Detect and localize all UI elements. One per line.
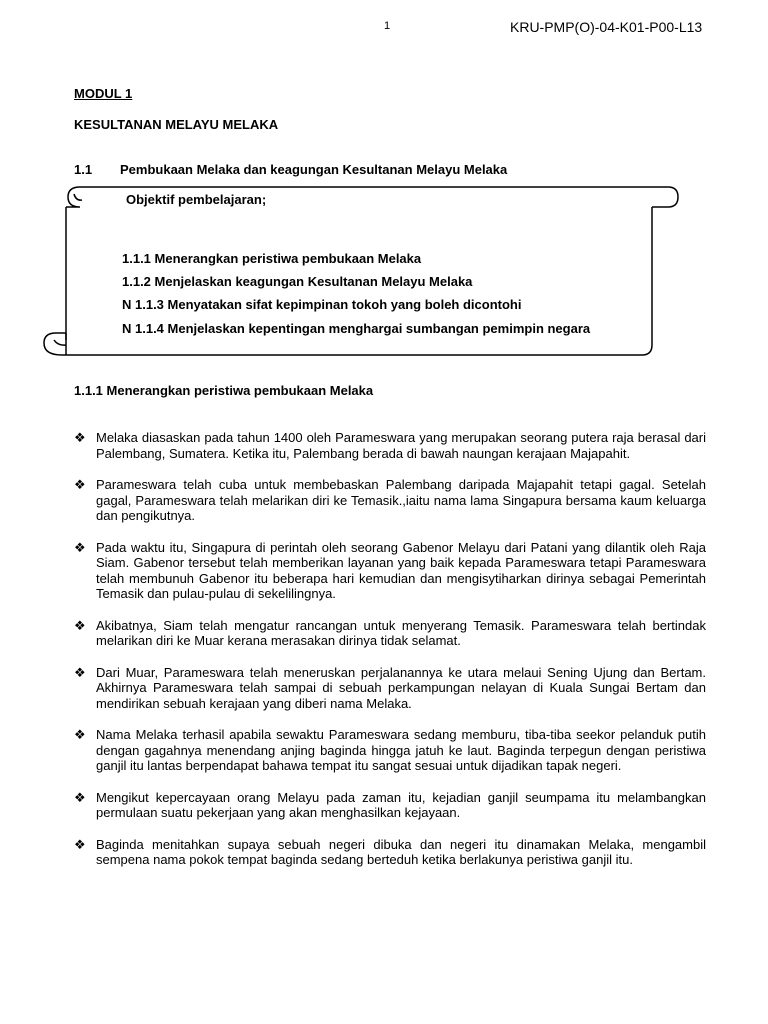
objective-item: 1.1.1 Menerangkan peristiwa pembukaan Melaka — [122, 251, 422, 266]
bullet-text: Dari Muar, Parameswara telah meneruskan perjalanannya ke utara melaui Sening Ujung dan Bertam. Akhirnya Parameswara telah sampai di sebuah perkampungan nelayan di Kuala Sungai Bertam dan mendirikan sebuah kerajaan yang diberi nama Melaka. — [96, 664, 706, 711]
list-item — [74, 727, 706, 774]
list-item — [74, 477, 706, 524]
bullet-text: Parameswara telah cuba untuk membebaskan Palembang daripada Majapahit tetapi gagal. Setelah gagal, Parameswara telah melarikan diri ke Temasik.,iaitu nama lama Singapura bersama kaum keluarga dan pengikutnya. — [96, 477, 706, 523]
bullet-text: Melaka diasaskan pada tahun 1400 oleh Parameswara yang merupakan seorang putera raja berasal dari Palembang, Sumatera. Ketika itu, Palembang berada di bawah naungan kerajaan Majapahit. — [96, 430, 706, 461]
diamond-bullet-icon: ❖ — [74, 430, 86, 445]
objective-item: N 1.1.4 Menjelaskan kepentingan menghargai sumbangan pemimpin negara — [122, 321, 591, 336]
diamond-bullet-icon: ❖ — [74, 836, 86, 852]
list-item — [74, 430, 706, 461]
diamond-bullet-icon: ❖ — [74, 539, 86, 555]
list-item — [74, 837, 706, 868]
objective-item: N 1.1.3 Menyatakan sifat kepimpinan tokoh yang boleh dicontohi — [122, 297, 522, 312]
diamond-bullet-icon: ❖ — [74, 617, 86, 633]
module-label: MODUL 1 — [74, 86, 133, 101]
diamond-bullet-icon: ❖ — [74, 789, 86, 805]
bullet-text: Pada waktu itu, Singapura di perintah oleh seorang Gabenor Melayu dari Patani yang dilantik oleh Raja Siam. Gabenor tersebut telah memberikan layanan yang baik kepada Parameswara tetapi Parameswara telah membunuh Gabenor itu beberapa hari kemudian dan mengisytiharkan dirinya sebagai Pemerintah Temasik dan pulau-pulau di sekelilingnya. — [96, 539, 706, 601]
section-title: Pembukaan Melaka dan keagungan Kesultanan Melayu Melaka — [120, 162, 508, 177]
bullet-text: Baginda menitahkan supaya sebuah negeri dibuka dan negeri itu dinamakan Melaka, mengambil sempena nama pokok tempat baginda sedang berteduh ketika berlakunya peristiwa ganjil itu. — [96, 836, 706, 867]
diamond-bullet-icon: ❖ — [74, 477, 86, 492]
subsection-heading: 1.1.1 Menerangkan peristiwa pembukaan Melaka — [74, 383, 374, 398]
bullet-list — [74, 430, 706, 884]
list-item — [74, 790, 706, 821]
module-title: KESULTANAN MELAYU MELAKA — [74, 117, 279, 132]
objectives-heading: Objektif pembelajaran; — [126, 192, 267, 207]
bullet-text: Mengikut kepercayaan orang Melayu pada zaman itu, kejadian ganjil seumpama itu melambangkan permulaan suatu pekerjaan yang akan menghasilkan kejayaan. — [96, 789, 706, 820]
list-item — [74, 618, 706, 649]
list-item — [74, 540, 706, 602]
document-code: KRU-PMP(O)-04-K01-P00-L13 — [510, 19, 703, 35]
section-number: 1.1 — [74, 162, 93, 177]
list-item — [74, 665, 706, 712]
bullet-text: Akibatnya, Siam telah mengatur rancangan untuk menyerang Temasik. Parameswara telah bertindak melarikan diri ke Muar kerana merasakan dirinya tidak selamat. — [96, 617, 706, 648]
diamond-bullet-icon: ❖ — [74, 727, 86, 742]
bullet-text: Nama Melaka terhasil apabila sewaktu Parameswara sedang memburu, tiba-tiba seekor pelanduk putih dengan gagahnya menendang anjing baginda hingga jatuh ke laut. Baginda terpegun dengan peristiwa ganjil itu lantas berpendapat bahawa tempat itu sangat sesuai untuk dijadikan tapak negeri. — [96, 727, 706, 773]
objective-item: 1.1.2 Menjelaskan keagungan Kesultanan Melayu Melaka — [122, 274, 473, 289]
page-number: 1 — [384, 20, 391, 32]
diamond-bullet-icon: ❖ — [74, 664, 86, 680]
